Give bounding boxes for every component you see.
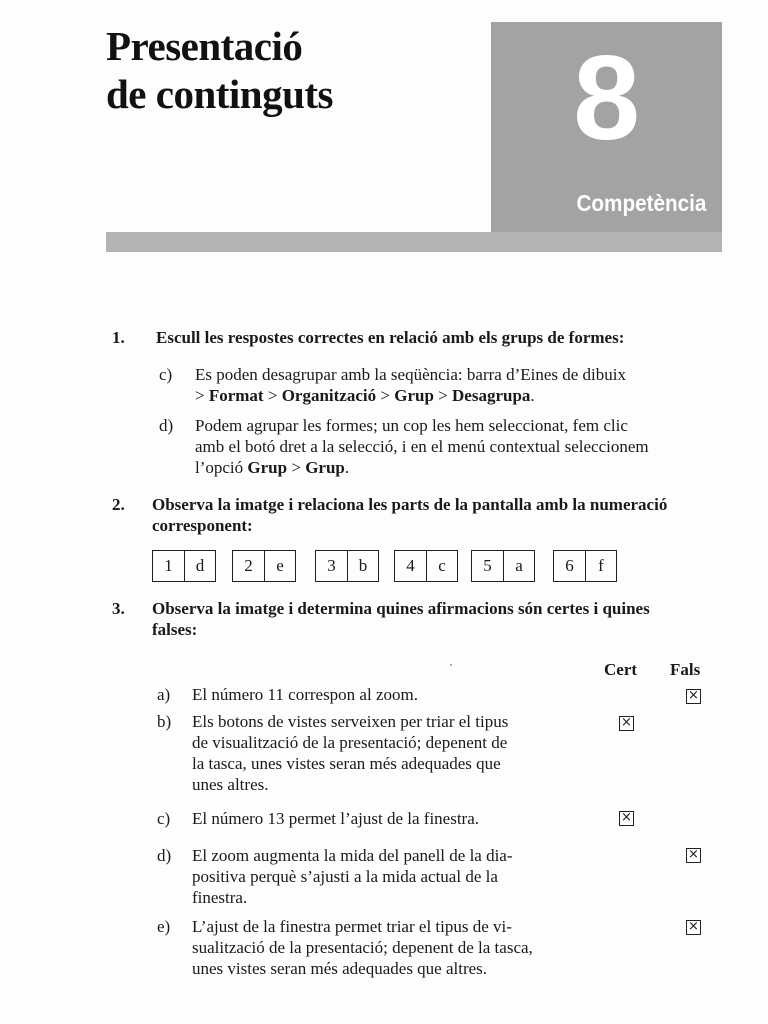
text-run-bold: Desagrupa: [452, 386, 531, 405]
statement-line: unes altres.: [192, 775, 269, 794]
checkbox-cert-b[interactable]: ×: [619, 716, 634, 731]
pair-number: 2: [244, 556, 253, 575]
statement-line: Els botons de vistes serveixen per triar el tipus: [192, 712, 509, 731]
prompt-line: Observa la imatge i relaciona les parts de la pantalla amb la numeració: [152, 495, 668, 514]
page-title: [106, 22, 333, 118]
prompt-line: corresponent:: [152, 516, 253, 535]
text-run: .: [344, 458, 350, 477]
title-line-2: de continguts: [106, 71, 334, 117]
question-number: 1.: [112, 328, 125, 347]
statement-line: finestra.: [192, 888, 248, 907]
prompt-line: falses:: [152, 620, 198, 639]
text-run-bold: Grup: [247, 458, 288, 477]
text-run-bold: Grup: [305, 458, 345, 477]
match-pair: [315, 550, 379, 582]
option-line: Podem agrupar les formes; un cop les hem seleccionat, fem clic: [195, 416, 628, 435]
header-rule: [106, 232, 722, 252]
statement-line: de visualització de la presentació; depenent de: [192, 733, 508, 752]
pair-letter: e: [264, 551, 295, 581]
question-prompt: [152, 598, 724, 640]
text-run: l’opció: [195, 458, 248, 477]
text-run: >: [433, 386, 452, 405]
pair-number: 4: [406, 556, 415, 575]
statement-line: El número 11 correspon al zoom.: [192, 685, 418, 704]
text-run-bold: Format: [208, 386, 264, 405]
statement-line: L’ajust de la finestra permet triar el tipus de vi-: [192, 917, 512, 936]
statement-line: la tasca, unes vistes seran més adequades que: [192, 754, 501, 773]
pair-letter: a: [503, 551, 534, 581]
question-prompt: Escull les respostes correctes en relació amb els grups de formes:: [156, 328, 625, 347]
statement-line: sualització de la presentació; depenent de la tasca,: [192, 938, 533, 957]
match-pair: [152, 550, 216, 582]
statement-text: [192, 845, 582, 908]
checkbox-fals-e[interactable]: ×: [686, 920, 701, 935]
text-run: >: [263, 386, 282, 405]
option-letter: c): [159, 365, 173, 384]
pair-letter: c: [426, 551, 457, 581]
text-run: >: [287, 458, 306, 477]
question-number: 2.: [112, 495, 125, 514]
pair-number: 6: [565, 556, 574, 575]
statement-line: El zoom augmenta la mida del panell de la dia-: [192, 846, 513, 865]
question-prompt: [152, 494, 724, 536]
option-letter: d): [159, 416, 174, 435]
checkbox-fals-a[interactable]: ×: [686, 689, 701, 704]
pair-number: 1: [164, 556, 173, 575]
match-pair: [553, 550, 617, 582]
statement-letter: e): [157, 917, 171, 936]
statement-text: [192, 711, 582, 795]
text-run: >: [195, 386, 209, 405]
option-line: amb el botó dret a la selecció, i en el menú contextual seleccionem: [195, 437, 649, 456]
statement-line: positiva perquè s’ajusti a la mida actual de la: [192, 867, 498, 886]
statement-line: unes vistes seran més adequades que altres.: [192, 959, 488, 978]
statement-letter: d): [157, 846, 172, 865]
checkbox-cert-c[interactable]: ×: [619, 811, 634, 826]
checkbox-fals-d[interactable]: ×: [686, 848, 701, 863]
pair-letter: b: [347, 551, 378, 581]
chapter-number: 8: [573, 31, 640, 165]
text-run-bold: Organització: [281, 386, 377, 405]
question-number: 3.: [112, 599, 125, 618]
text-run-bold: Grup: [394, 386, 434, 405]
pair-number: 3: [327, 556, 336, 575]
pair-letter: f: [585, 551, 616, 581]
scan-speck: [450, 664, 452, 666]
match-pair: [471, 550, 535, 582]
option-line: Es poden desagrupar amb la seqüència: barra d’Eines de dibuix: [195, 365, 626, 384]
statement-text: [192, 808, 582, 829]
column-header-fals: Fals: [670, 660, 701, 679]
statement-text: [192, 916, 582, 979]
statement-text: [192, 684, 582, 705]
pair-number: 5: [483, 556, 492, 575]
pair-letter: d: [184, 551, 215, 581]
match-pair: [394, 550, 458, 582]
match-pair: [232, 550, 296, 582]
statement-letter: b): [157, 712, 172, 731]
column-header-cert: Cert: [604, 660, 638, 679]
prompt-line: Observa la imatge i determina quines afirmacions són certes i quines: [152, 599, 650, 618]
title-line-1: Presentació: [106, 23, 303, 69]
text-run: >: [376, 386, 395, 405]
option-line: [195, 457, 649, 478]
chapter-box: [491, 22, 722, 232]
statement-letter: c): [157, 809, 171, 828]
chapter-label: Competència: [576, 190, 706, 216]
option-line: [195, 385, 626, 406]
text-run: .: [530, 386, 535, 405]
option-text: [195, 364, 626, 406]
option-text: [195, 415, 649, 478]
statement-line: El número 13 permet l’ajust de la finestra.: [192, 809, 480, 828]
statement-letter: a): [157, 685, 171, 704]
